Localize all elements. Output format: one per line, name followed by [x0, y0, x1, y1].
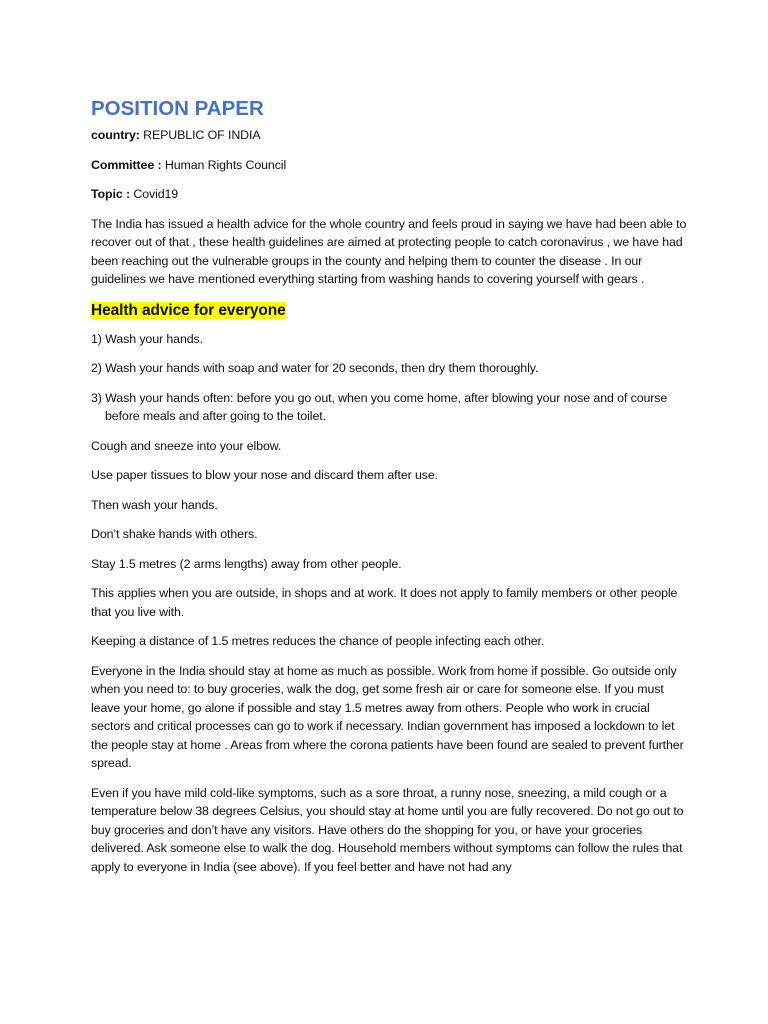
meta-country-value: REPUBLIC OF INDIA [139, 128, 261, 142]
paragraph-wash: Then wash your hands. [91, 497, 218, 512]
meta-topic [91, 185, 691, 204]
meta-topic-value: Covid19 [130, 187, 179, 201]
numbered-item-1-text: Wash your hands. [101, 331, 203, 346]
document-title: POSITION PAPER [91, 97, 264, 120]
document-body [91, 96, 691, 887]
meta-country-key: country: [91, 128, 140, 142]
paragraph-distance: Stay 1.5 metres (2 arms lengths) away from other people. [91, 556, 402, 571]
numbered-item-3 [91, 389, 691, 426]
meta-committee [91, 156, 691, 175]
meta-country [91, 126, 691, 145]
section-heading [91, 300, 691, 322]
intro-paragraph: The India has issued a health advice for the whole country and feels proud in saying we have had been able to recover out of that , these health guidelines are aimed at protecting people to catch coronavirus , we have had been reaching out the vulnerable groups in the county and helping them to counter the disease . In our guidelines we have mentioned everything starting from washing hands to covering yourself with gears . [91, 216, 687, 286]
paragraph-cough: Cough and sneeze into your elbow. [91, 438, 282, 453]
meta-topic-key: Topic : [91, 187, 130, 201]
numbered-item-2-num: 2) [91, 361, 102, 375]
paragraph-tissues: Use paper tissues to blow your nose and discard them after use. [91, 468, 439, 482]
paragraph-applies: This applies when you are outside, in shops and at work. It does not apply to family members or other people that you live with. [91, 586, 678, 619]
paragraph-keeping-distance: Keeping a distance of 1.5 metres reduces the chance of people infecting each other. [91, 634, 545, 648]
paragraph-no-handshake: Don’t shake hands with others. [91, 527, 258, 541]
numbered-item-1-num: 1) [91, 331, 102, 346]
section-heading-text: Health advice for everyone [91, 301, 286, 319]
numbered-item-3-num: 3) [91, 390, 102, 405]
meta-committee-value: Human Rights Council [161, 157, 287, 172]
numbered-item-3-text: Wash your hands often: before you go out, when you come home, after blowing your nose and of course before meals and after going to the toilet. [101, 390, 668, 423]
numbered-item-1 [91, 330, 691, 349]
meta-committee-key: Committee : [91, 157, 162, 172]
numbered-item-2-text: Wash your hands with soap and water for 20 seconds, then dry them thoroughly. [101, 361, 539, 375]
paragraph-mild-symptoms: Even if you have mild cold-like symptoms, such as a sore throat, a runny nose, sneezing, a mild cough or a temperature below 38 degrees Celsius, you should stay at home until you are fully recovered. Do not go out to buy groceries and don’t have any visitors. Have others do the shopping for you, or have your groceries delivered. Ask someone else to walk the dog. Household members without symptoms can follow the rules that apply to everyone in India (see above). If you feel better and have not had any [91, 785, 684, 874]
paragraph-stay-home: Everyone in the India should stay at home as much as possible. Work from home if possible. Go outside only when you need to: to buy groceries, walk the dog, get some fresh air or care for someone else. If you must leave your home, go alone if possible and stay 1.5 metres away from others. People who work in crucial sectors and critical processes can go to work if necessary. Indian government has imposed a lockdown to let the people stay at home . Areas from where the corona patients have been found are sealed to prevent further spread. [91, 663, 684, 770]
numbered-item-2 [91, 359, 691, 378]
